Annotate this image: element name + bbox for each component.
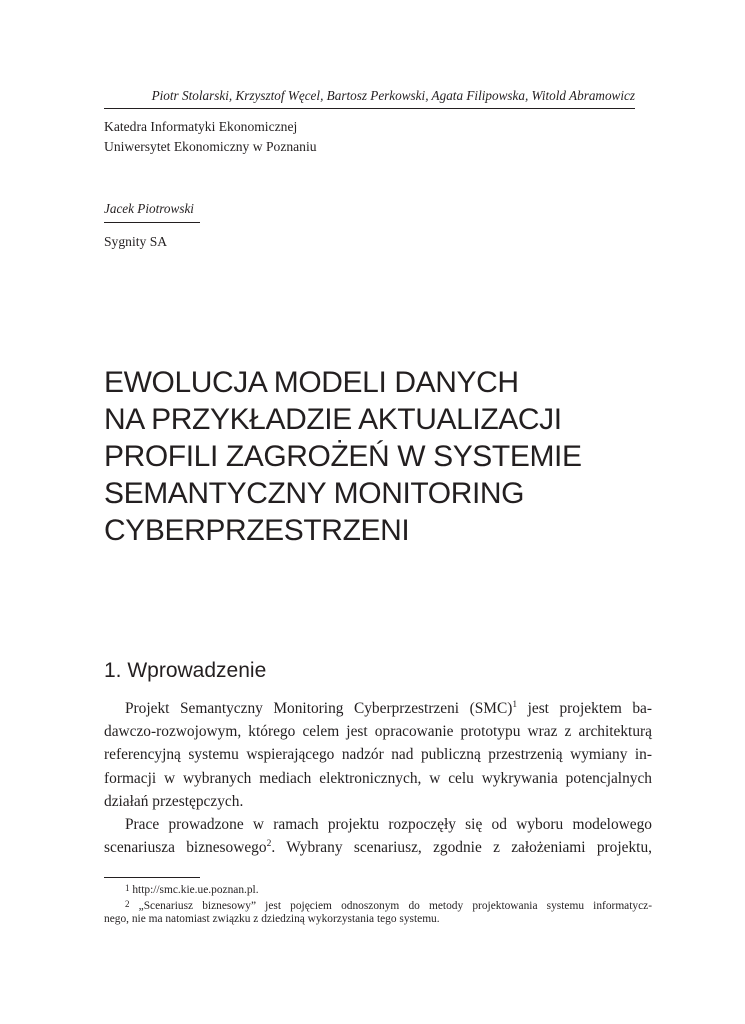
- body-line: Prace prowadzone w ramach projektu rozpoczęły się od wyboru modelowego: [125, 815, 652, 833]
- footnote-line: nego, nie ma natomiast związku z dziedziną wykorzystania tego systemu.: [104, 913, 440, 926]
- section-heading: 1. Wprowadzenie: [104, 659, 267, 682]
- second-author: Jacek Piotrowski: [104, 201, 194, 216]
- footnote: [104, 881, 652, 897]
- body-fragment: scenariusza biznesowego: [104, 839, 267, 857]
- title-line: EWOLUCJA MODELI DANYCH: [104, 366, 519, 399]
- affiliation-line: Uniwersytet Ekonomiczny w Poznaniu: [104, 139, 317, 154]
- affiliation-line: Katedra Informatyki Ekonomicznej: [104, 119, 298, 134]
- footnote: [104, 897, 652, 913]
- title-line: NA PRZYKŁADZIE AKTUALIZACJI: [104, 403, 562, 436]
- body-line: działań przestępczych.: [104, 792, 244, 810]
- affiliation-block: [104, 117, 317, 157]
- title-line: PROFILI ZAGROŻEŃ W SYSTEMIE: [104, 440, 582, 473]
- body-line: [104, 697, 652, 720]
- authors-line: Piotr Stolarski, Krzysztof Węcel, Bartosz Perkowski, Agata Filipowska, Witold Abramowicz: [151, 88, 635, 103]
- footnote-number: 2: [125, 898, 130, 909]
- title-line: SEMANTYCZNY MONITORING: [104, 477, 525, 510]
- body-text: [104, 697, 652, 859]
- footnotes: [104, 881, 652, 928]
- header-rule: [104, 108, 635, 109]
- footnote-number: 1: [125, 883, 130, 893]
- author-rule: [104, 222, 200, 223]
- footnote-text: http://smc.kie.ue.poznan.pl.: [129, 884, 259, 896]
- body-line: referencyjną systemu wspierającego nadzór nad publiczną przestrzenią wymiany in-: [104, 746, 652, 764]
- chapter-title: [104, 364, 582, 549]
- body-fragment: jest projektem ba-: [517, 700, 652, 717]
- body-line: formacji w wybranych mediach elektronicznych, w celu wykrywania potencjalnych: [104, 769, 652, 787]
- second-affiliation: Sygnity SA: [104, 234, 168, 249]
- title-line: CYBERPRZESTRZENI: [104, 514, 410, 547]
- body-line: dawczo-rozwojowym, którego celem jest opracowanie prototypu wraz z architekturą: [104, 723, 652, 741]
- body-fragment: . Wybrany scenariusz, zgodnie z założeniami projektu,: [271, 839, 652, 857]
- footnote-ref: 1: [512, 700, 518, 710]
- footnote-rule: [104, 877, 200, 878]
- body-fragment: Projekt Semantyczny Monitoring Cyberprzestrzeni (SMC): [125, 700, 513, 717]
- footnote-text: „Scenariusz biznesowy” jest pojęciem odnoszonym do metody projektowania systemu informatycz-: [129, 899, 652, 912]
- footnote-ref: 2: [266, 839, 272, 850]
- body-line: [104, 836, 652, 859]
